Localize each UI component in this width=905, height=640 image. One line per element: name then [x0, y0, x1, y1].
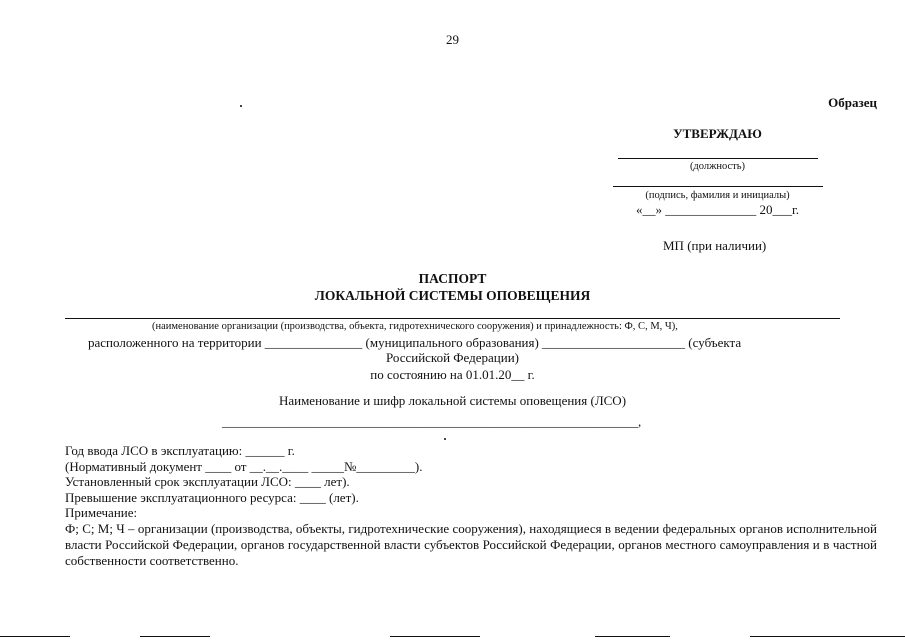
scan-speck	[240, 105, 242, 107]
rf-line: Российской Федерации)	[385, 350, 520, 365]
position-caption: (должность)	[689, 161, 746, 172]
approval-title: УТВЕРЖДАЮ	[673, 126, 762, 141]
bottom-rule	[750, 636, 905, 637]
bottom-rule	[390, 636, 480, 637]
note-label: Примечание:	[65, 505, 138, 520]
normative-document-field: (Нормативный документ ____ от __.__.____ _____№_________).	[65, 459, 423, 474]
position-line	[618, 158, 818, 159]
service-life-field: Установленный срок эксплуатации ЛСО: ____ лет).	[65, 474, 350, 489]
resource-excess-field: Превышение эксплуатационного ресурса: ____ (лет).	[65, 490, 359, 505]
bottom-rule	[595, 636, 670, 637]
passport-title-line2: ЛОКАЛЬНОЙ СИСТЕМЫ ОПОВЕЩЕНИЯ	[314, 288, 591, 303]
territory-line: расположенного на территории _______________ (муниципального образования) ______________________ (субъекта	[88, 335, 742, 350]
bottom-rule	[0, 636, 70, 637]
stamp-note: МП (при наличии)	[663, 238, 767, 253]
signature-caption: (подпись, фамилия и инициалы)	[645, 190, 790, 201]
organization-name-line	[65, 318, 840, 319]
passport-title	[0, 270, 905, 304]
organization-caption: (наименование организации (производства, объекта, гидротехнического сооружения) и принадлежность: Ф, С, М, Ч),	[152, 321, 678, 332]
state-date-line: по состоянию на 01.01.20__ г.	[370, 367, 535, 382]
scan-speck	[444, 438, 446, 440]
commission-year-field: Год ввода ЛСО в эксплуатацию: ______ г.	[65, 443, 295, 458]
lso-name-label: Наименование и шифр локальной системы оповещения (ЛСО)	[278, 393, 627, 408]
bottom-rule	[140, 636, 210, 637]
page-number: 29	[446, 32, 459, 47]
approval-date-line: «__» ______________ 20___г.	[635, 202, 800, 217]
note-text: Ф; С; М; Ч – организации (производства, объекты, гидротехнические сооружения), находящиеся в ведении федеральных органов исполнительной власти Российской Федерации, органов государственной власти субъектов Российской Федерации, органов местного самоуправления и в частной собственности соответственно.	[65, 521, 877, 568]
passport-title-line1: ПАСПОРТ	[418, 271, 487, 286]
signature-line	[613, 186, 823, 187]
approval-block	[610, 126, 825, 218]
sample-label: Образец	[828, 95, 877, 110]
lso-name-line: ________________________________________________________________,	[222, 414, 642, 429]
